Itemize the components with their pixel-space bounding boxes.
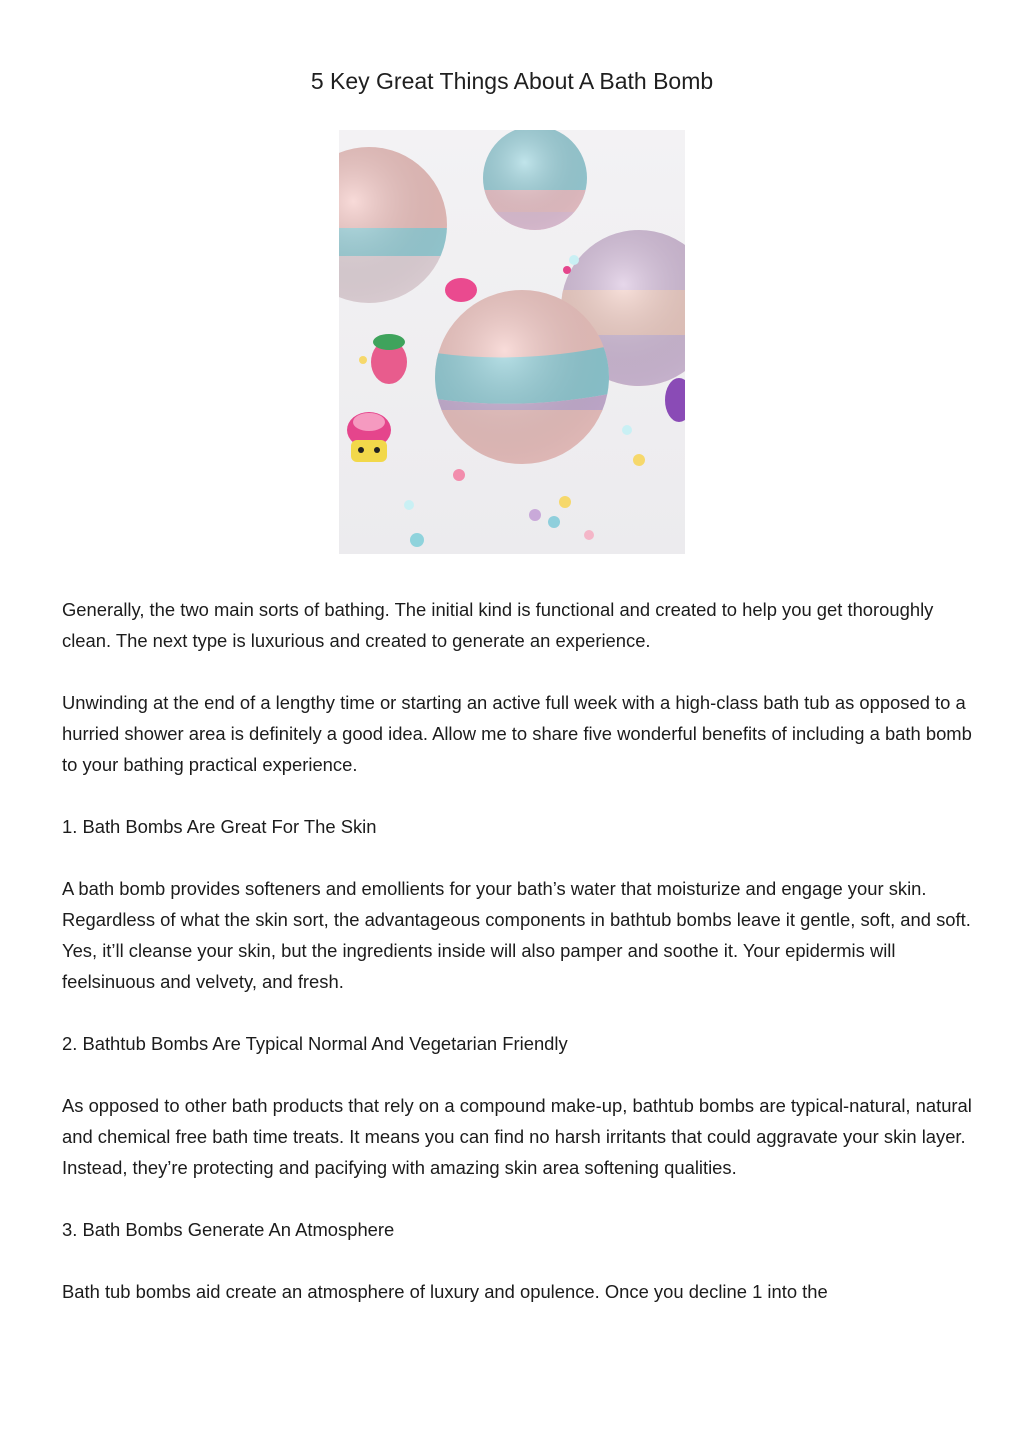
paragraph-skin: A bath bomb provides softeners and emollients for your bath’s water that moisturize and engage your skin. Regardless of what the skin sort, the advantageous components in bathtub bombs leave it gentle, soft, and soft. Yes, it’ll cleanse your skin, but the ingredients inside will also pamper and soothe it. Your epidermis will feelsinuous and velvety, and fresh. <box>62 878 971 992</box>
heading-skin: 1. Bath Bombs Are Great For The Skin <box>62 816 377 837</box>
paragraph-unwinding: Unwinding at the end of a lengthy time or starting an active full week with a high-class bath tub as opposed to a hurried shower area is definitely a good idea. Allow me to share five wonderful benefits of including a bath bomb to your bathing practical experience. <box>62 692 972 775</box>
paragraph-atmosphere: Bath tub bombs aid create an atmosphere of luxury and opulence. Once you decline 1 into the <box>62 1281 828 1302</box>
toy-pink <box>445 278 477 302</box>
toy-cupcake <box>347 412 391 462</box>
page-title: 5 Key Great Things About A Bath Bomb <box>310 68 714 94</box>
toy-strawberry <box>371 334 407 384</box>
bath-bomb-illustration <box>339 130 685 554</box>
heading-vegetarian: 2. Bathtub Bombs Are Typical Normal And Vegetarian Friendly <box>62 1033 568 1054</box>
heading-atmosphere: 3. Bath Bombs Generate An Atmosphere <box>62 1219 395 1240</box>
article-body <box>62 594 972 1338</box>
paragraph-vegetarian: As opposed to other bath products that rely on a compound make-up, bathtub bombs are typical-natural, natural and chemical free bath time treats. It means you can find no harsh irritants that could aggravate your skin layer. Instead, they’re protecting and pacifying with amazing skin area softening qualities. <box>62 1095 972 1178</box>
bath-bomb-photo <box>339 130 685 554</box>
paragraph-intro: Generally, the two main sorts of bathing. The initial kind is functional and created to help you get thoroughly clean. The next type is luxurious and created to generate an experience. <box>62 599 934 651</box>
